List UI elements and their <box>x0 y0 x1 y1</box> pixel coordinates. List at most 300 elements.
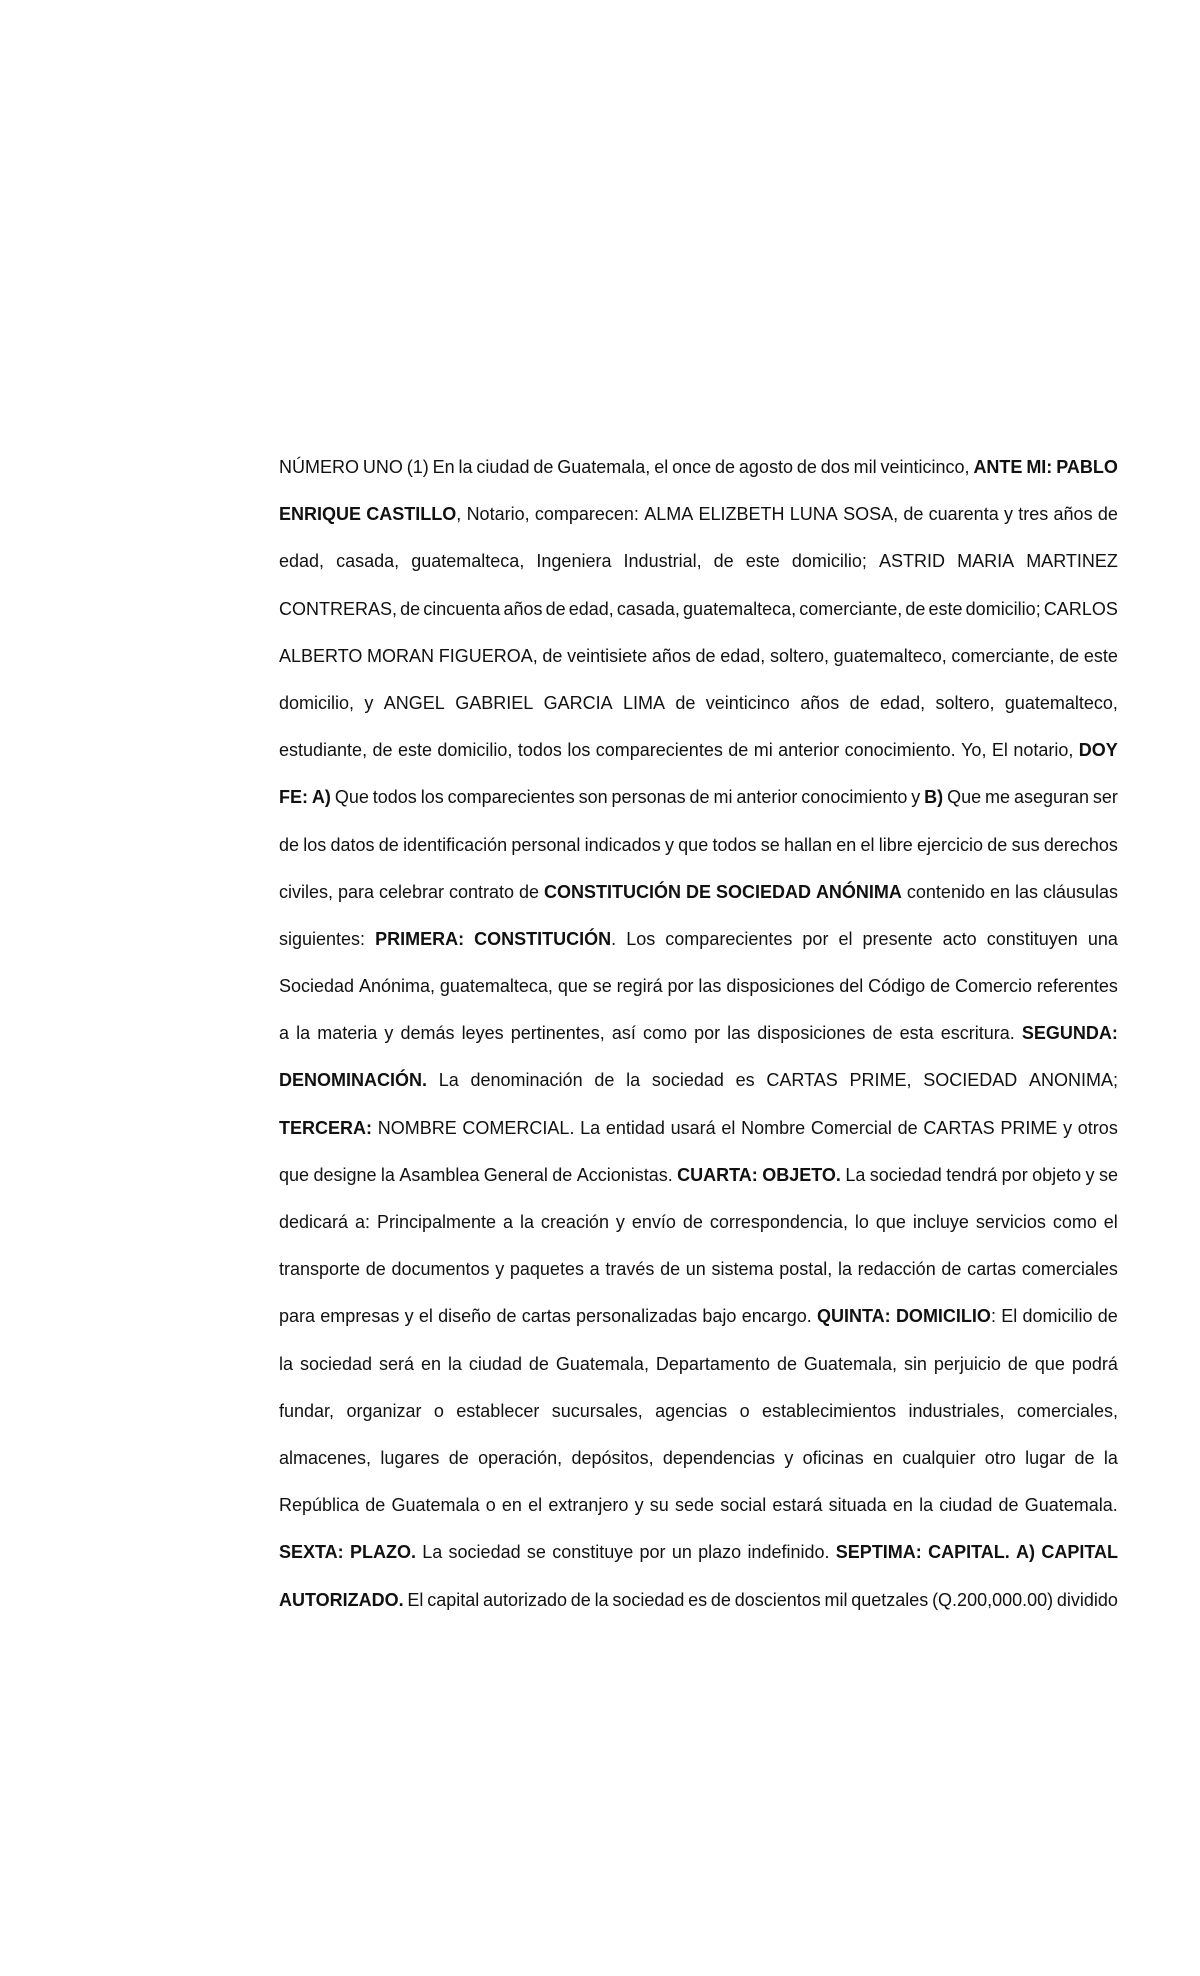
word: la <box>380 1164 395 1185</box>
word: domicilio <box>1022 1306 1093 1327</box>
word: Notario, <box>466 504 530 525</box>
word: notario, <box>1013 740 1074 761</box>
word: capital <box>427 1589 480 1610</box>
word: de <box>849 692 870 713</box>
word: constituyen <box>986 928 1078 949</box>
word: General <box>483 1164 548 1185</box>
word: Los <box>626 928 656 949</box>
word: indefinido. <box>747 1542 830 1563</box>
word: civiles, <box>279 881 334 902</box>
word: o <box>433 1400 444 1421</box>
word: UNO <box>362 457 403 477</box>
word: COMERCIAL. <box>462 1117 575 1138</box>
bold-word: CONSTITUCIÓN <box>544 881 681 902</box>
word: por <box>694 1023 721 1044</box>
word: mil <box>824 1589 848 1610</box>
bold-word: SOCIEDAD <box>715 881 811 902</box>
word: de <box>715 457 736 477</box>
word: documentos <box>391 1259 490 1280</box>
word: a <box>589 1259 600 1280</box>
text-line <box>279 730 1118 777</box>
bold-word: CASTILLO <box>366 504 457 525</box>
word: a: <box>355 1212 371 1232</box>
word: o <box>485 1495 496 1516</box>
word: todos <box>517 740 562 761</box>
text-line <box>279 919 1118 966</box>
word: dedicará <box>279 1212 349 1232</box>
word: soltero, <box>935 692 995 713</box>
word: conocimiento. <box>844 740 956 761</box>
word: sus <box>1011 834 1040 855</box>
word: tres <box>1018 504 1049 525</box>
word: FIGUEROA, <box>438 645 538 666</box>
word: ELIZBETH <box>698 504 785 525</box>
word: Yo, <box>961 740 987 761</box>
word: de <box>552 1164 573 1185</box>
word: envío <box>631 1212 676 1232</box>
word: la <box>458 457 473 477</box>
word: anterior <box>736 787 798 808</box>
word: identificación <box>403 834 508 855</box>
word: por <box>639 1542 666 1563</box>
word: sociedad <box>869 1164 942 1185</box>
word: son <box>578 787 608 808</box>
word: ser <box>1092 787 1118 808</box>
word: Comercial <box>810 1117 892 1138</box>
word: del <box>839 976 864 997</box>
word: de <box>930 976 951 997</box>
bold-word: ENRIQUE <box>279 504 362 525</box>
word: que <box>279 1164 310 1185</box>
word: Departamento <box>655 1353 770 1374</box>
bold-word: PABLO <box>1056 457 1118 477</box>
bold-word: TERCERA: <box>279 1117 372 1138</box>
word: la <box>279 1353 294 1374</box>
word: y <box>1085 1164 1095 1185</box>
word: de <box>545 598 566 619</box>
word: (1) <box>406 457 429 477</box>
word: LIMA <box>622 692 665 713</box>
word: de <box>365 1495 386 1516</box>
word: el <box>654 457 669 477</box>
word: ANONIMA; <box>1028 1070 1118 1091</box>
word: CONTRERAS, <box>279 598 398 619</box>
word: CARTAS <box>766 1070 838 1091</box>
word: Guatemala, <box>803 1353 897 1374</box>
text-line <box>279 447 1118 494</box>
word: personal <box>511 834 581 855</box>
word: domicilio, <box>437 740 513 761</box>
word: de <box>496 1306 517 1327</box>
word: domicilio, <box>279 692 355 713</box>
word: ejercicio <box>917 834 984 855</box>
word: los <box>567 740 591 761</box>
word: GARCIA <box>543 692 613 713</box>
word: la <box>594 1589 609 1610</box>
word: doscientos <box>734 1589 821 1610</box>
word: comerciales, <box>1016 1400 1118 1421</box>
word: contrato <box>448 881 515 902</box>
bold-word: DOY <box>1078 740 1118 761</box>
word: mil <box>853 457 877 477</box>
word: Guatemala, <box>557 457 651 477</box>
word: bajo <box>702 1306 737 1327</box>
word: este <box>928 598 963 619</box>
word: para <box>279 1306 316 1327</box>
word: Asamblea <box>399 1164 480 1185</box>
word: de <box>519 881 540 902</box>
word: guatemalteca, <box>411 551 525 572</box>
word: guatemalteco, <box>1004 692 1118 713</box>
word: estará <box>772 1495 823 1516</box>
word: Industrial, <box>623 551 702 572</box>
word: demás <box>400 1023 455 1044</box>
text-line <box>279 683 1118 730</box>
bold-word: QUINTA: <box>817 1306 891 1327</box>
word: El <box>991 740 1008 761</box>
word: en <box>501 1495 522 1516</box>
word: SOSA, <box>843 504 899 525</box>
word: o <box>739 1400 750 1421</box>
bold-word: SEXTA: <box>279 1542 344 1563</box>
word: dividido <box>1056 1589 1118 1610</box>
word: ciudad <box>468 1353 522 1374</box>
bold-word: DENOMINACIÓN. <box>279 1070 427 1091</box>
word: derechos <box>1043 834 1118 855</box>
word: . <box>611 928 617 949</box>
word: cualquier <box>902 1447 976 1468</box>
word: de <box>987 834 1008 855</box>
text-line <box>279 589 1118 636</box>
word: por <box>802 928 829 949</box>
word: siguientes: <box>279 928 366 949</box>
word: como <box>642 1023 687 1044</box>
word: transporte <box>279 1259 361 1280</box>
bold-word: OBJETO. <box>762 1164 841 1185</box>
text-line <box>279 494 1118 541</box>
word: y <box>1063 1117 1073 1138</box>
word: de <box>897 1117 918 1138</box>
word: de <box>796 457 817 477</box>
word: su <box>649 1495 669 1516</box>
word: edad, <box>880 692 926 713</box>
word: LUNA <box>789 504 838 525</box>
bold-word: FE: <box>279 787 308 808</box>
word: conocimiento <box>801 787 908 808</box>
word: República <box>279 1495 360 1516</box>
word: domicilio; <box>965 598 1041 619</box>
word: comparecientes <box>447 787 575 808</box>
word: de <box>448 1447 469 1468</box>
word: de <box>279 834 300 855</box>
word: de <box>372 740 393 761</box>
text-line <box>279 1013 1118 1060</box>
word: entidad <box>605 1117 665 1138</box>
word: cartas <box>521 1306 571 1327</box>
word: empresas <box>320 1306 400 1327</box>
word: de <box>728 740 749 761</box>
word: años <box>800 692 840 713</box>
word: social <box>720 1495 767 1516</box>
word: la <box>837 1259 852 1280</box>
text-line <box>279 1532 1118 1579</box>
word: y <box>364 692 374 713</box>
word: sociedad <box>612 1589 685 1610</box>
text-line <box>279 777 1118 824</box>
word: de <box>1097 1306 1118 1327</box>
word: podrá <box>1071 1353 1118 1374</box>
text-line <box>279 541 1118 588</box>
word: y <box>495 1259 505 1280</box>
word: lugar <box>1025 1447 1066 1468</box>
word: sistema <box>711 1259 774 1280</box>
word: veinticinco <box>705 692 790 713</box>
word: comparecen: <box>534 504 639 525</box>
word: MARTINEZ <box>1026 551 1118 572</box>
word: de <box>682 1212 703 1232</box>
word: quetzales <box>851 1589 929 1610</box>
bold-word: AUTORIZADO. <box>279 1589 404 1610</box>
word: través <box>605 1259 655 1280</box>
word: sociedad <box>299 1353 373 1374</box>
word: un <box>685 1259 706 1280</box>
word: sede <box>674 1495 715 1516</box>
word: En <box>432 457 455 477</box>
word: de <box>378 834 399 855</box>
word: guatemalteco, <box>833 645 947 666</box>
word: por <box>667 976 694 997</box>
word: libre <box>878 834 913 855</box>
word: denominación <box>470 1070 583 1091</box>
word: de <box>905 598 926 619</box>
word: en <box>989 881 1010 902</box>
word: que <box>678 834 709 855</box>
word: años <box>503 598 543 619</box>
word: perjuicio <box>933 1353 1001 1374</box>
word: en <box>420 1353 441 1374</box>
bold-word: SEGUNDA: <box>1021 1023 1118 1044</box>
text-line <box>279 1438 1118 1485</box>
word: la <box>626 1070 641 1091</box>
word: creación <box>540 1212 609 1232</box>
word: Código <box>868 976 926 997</box>
text-line <box>279 1296 1118 1343</box>
word: será <box>378 1353 414 1374</box>
word: regirá <box>616 976 663 997</box>
word-group <box>366 494 461 534</box>
word: años <box>651 645 691 666</box>
word: comerciante, <box>799 598 903 619</box>
bold-word: DE <box>685 881 711 902</box>
word: cláusulas <box>1042 881 1118 902</box>
word: escritura. <box>940 1023 1015 1044</box>
word: de <box>533 457 554 477</box>
word: depósitos, <box>571 1447 654 1468</box>
word: edad, <box>279 551 325 572</box>
bold-word: B) <box>924 787 944 808</box>
word: se <box>1098 1164 1118 1185</box>
word: industriales, <box>908 1400 1005 1421</box>
word-group <box>896 1296 996 1336</box>
word: la <box>296 1023 311 1044</box>
word: incluye <box>912 1212 969 1232</box>
word: MORAN <box>367 645 435 666</box>
word: todos <box>712 834 757 855</box>
bold-word: A) <box>1016 1542 1036 1563</box>
word: : <box>990 1306 996 1327</box>
word: ALBERTO <box>279 645 363 666</box>
word: de <box>675 692 696 713</box>
word: comparecientes <box>595 740 723 761</box>
bold-word: CONSTITUCIÓN <box>474 928 612 949</box>
text-line <box>279 1108 1118 1155</box>
word: esta <box>899 1023 934 1044</box>
word: extranjero <box>548 1495 629 1516</box>
word: disposiciones <box>726 976 835 997</box>
word: una <box>1087 928 1118 949</box>
word: NOMBRE <box>377 1117 457 1138</box>
word: el <box>1103 1212 1118 1232</box>
word: guatemalteca, <box>439 976 553 997</box>
word: otro <box>984 1447 1016 1468</box>
word: almacenes, <box>279 1447 372 1468</box>
word: Accionistas. <box>576 1164 673 1185</box>
word: este <box>397 740 432 761</box>
word: cuarenta <box>928 504 999 525</box>
word: PRIME, <box>849 1070 912 1091</box>
word: se <box>592 976 612 997</box>
word: , <box>456 504 462 525</box>
word: establecer <box>456 1400 540 1421</box>
word: NÚMERO <box>279 457 359 477</box>
word: aseguran <box>1013 787 1089 808</box>
word: Comercio <box>954 976 1033 997</box>
word: de <box>872 1023 893 1044</box>
word: ALMA <box>644 504 694 525</box>
word: veintisiete <box>567 645 648 666</box>
text-line <box>279 1344 1118 1391</box>
word: Que <box>334 787 369 808</box>
word: servicios <box>975 1212 1046 1232</box>
word: soltero, <box>769 645 829 666</box>
word: el <box>838 928 853 949</box>
word: se <box>526 1542 546 1563</box>
word: materia <box>317 1023 378 1044</box>
word: Guatemala. <box>1024 1495 1118 1516</box>
bold-word: ANTE <box>973 457 1023 477</box>
word: domicilio; <box>791 551 867 572</box>
word: que <box>1034 1353 1065 1374</box>
word: y <box>911 787 921 808</box>
word: indicados <box>584 834 661 855</box>
word: organizar <box>346 1400 422 1421</box>
word: como <box>1052 1212 1097 1232</box>
word: sucursales, <box>551 1400 643 1421</box>
word: hallan <box>783 834 833 855</box>
word: de <box>713 551 734 572</box>
word: de <box>941 1259 962 1280</box>
word: sociedad <box>448 1542 521 1563</box>
word: sin <box>903 1353 927 1374</box>
word: establecimientos <box>762 1400 897 1421</box>
text-line <box>279 1249 1118 1296</box>
word: a <box>279 1023 290 1044</box>
word: y <box>1003 504 1013 525</box>
word: Principalmente <box>376 1212 497 1232</box>
word: redacción <box>857 1259 936 1280</box>
word: la <box>1103 1447 1118 1468</box>
word: en <box>892 1495 913 1516</box>
text-line <box>279 872 1118 919</box>
word: pertinentes, <box>510 1023 605 1044</box>
word: anterior <box>778 740 840 761</box>
word: todos <box>372 787 417 808</box>
word: referentes <box>1036 976 1118 997</box>
word: edad, <box>568 598 614 619</box>
word: acto <box>942 928 977 949</box>
word: por <box>1001 1164 1028 1185</box>
word: PRIME <box>1000 1117 1058 1138</box>
word: paquetes <box>509 1259 584 1280</box>
word: de <box>1007 1353 1028 1374</box>
word: que <box>875 1212 906 1232</box>
word: tendrá <box>946 1164 998 1185</box>
bold-word: ANÓNIMA <box>815 881 902 902</box>
word: de <box>776 1353 797 1374</box>
word: de <box>570 1589 591 1610</box>
text-line <box>279 636 1118 683</box>
word: dependencias <box>662 1447 776 1468</box>
word: este <box>745 551 780 572</box>
word: agosto <box>738 457 793 477</box>
word: es <box>688 1589 708 1610</box>
word: datos <box>330 834 375 855</box>
text-line <box>279 966 1118 1013</box>
word: los <box>420 787 444 808</box>
word: agencias <box>655 1400 728 1421</box>
word: de <box>695 645 716 666</box>
word: ASTRID <box>879 551 946 572</box>
word: estudiante, <box>279 740 368 761</box>
word: fundar, <box>279 1400 335 1421</box>
word: ciudad <box>939 1495 993 1516</box>
word: contenido <box>906 881 985 902</box>
text-line <box>279 1485 1118 1532</box>
word: la <box>919 1495 934 1516</box>
word: El <box>1001 1306 1018 1327</box>
word: autorizado <box>482 1589 568 1610</box>
bold-word: CUARTA: <box>677 1164 758 1185</box>
word: de <box>400 598 421 619</box>
word: disposiciones <box>757 1023 866 1044</box>
word: operación, <box>478 1447 563 1468</box>
word: otros <box>1077 1117 1118 1138</box>
word: y <box>615 1212 625 1232</box>
word: es <box>735 1070 755 1091</box>
text-line <box>279 1391 1118 1438</box>
word: oficinas <box>802 1447 864 1468</box>
word: lugares <box>380 1447 440 1468</box>
bold-word: CAPITAL. <box>928 1542 1010 1563</box>
word: correspondencia, <box>709 1212 848 1232</box>
word: usará <box>670 1117 716 1138</box>
word: que <box>557 976 588 997</box>
word: (Q.200,000.00) <box>932 1589 1054 1610</box>
word: ciudad <box>476 457 530 477</box>
word: este <box>1083 645 1118 666</box>
word: de <box>660 1259 681 1280</box>
bold-word: PRIMERA: <box>375 928 465 949</box>
